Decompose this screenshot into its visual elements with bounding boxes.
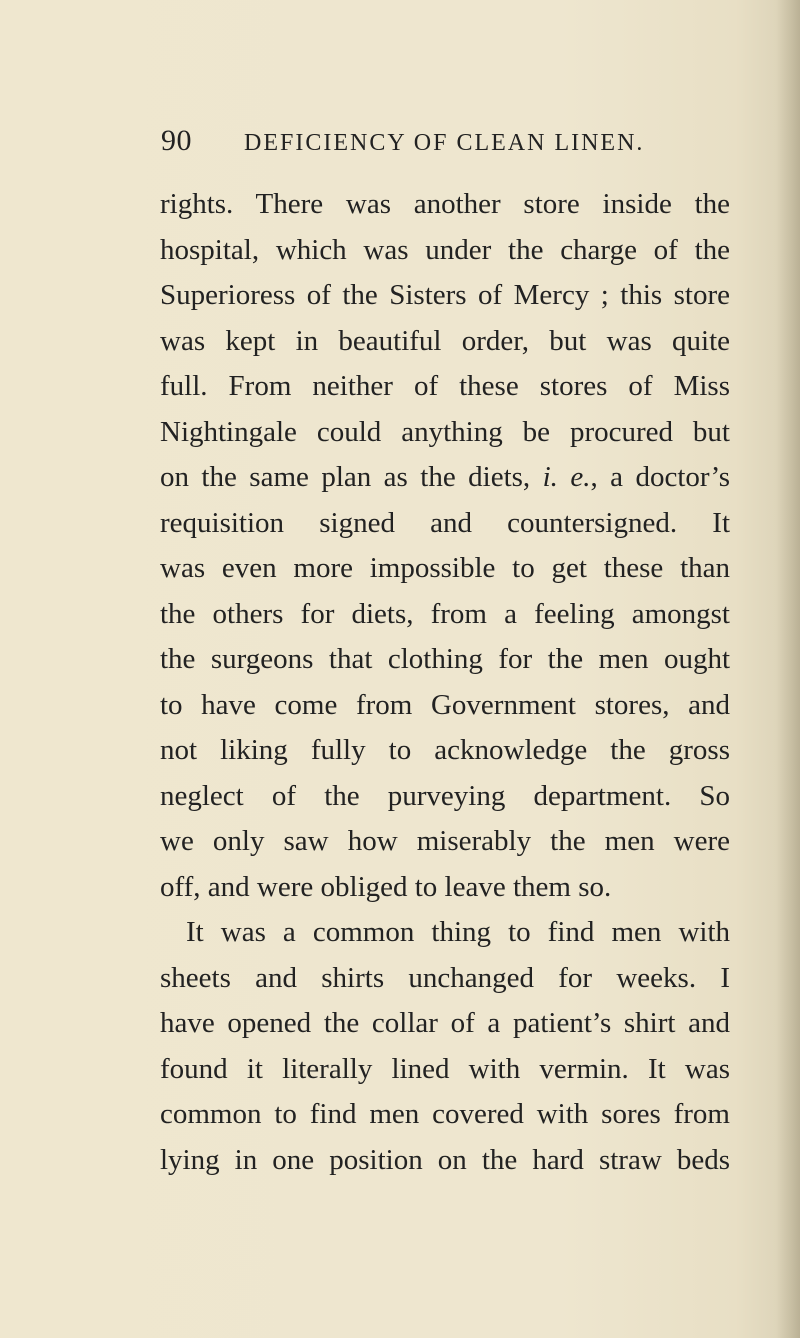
text-line-1: rights. There was another store inside the [160,188,730,220]
text-line-13: not liking fully to acknowledge the gross [160,734,730,766]
text-line-8: requisition signed and countersigned. It [160,506,730,539]
text-line-2: hospital, which was under the charge of the [160,233,730,266]
text-line-19: have opened the collar of a patient’s shirt and [160,1007,730,1039]
text-line-20: found it literally lined with vermin. It was [160,1052,730,1085]
text-line-7 [160,455,730,501]
text-line-15: we only saw how miserably the men were [160,825,730,857]
page-edge-shadow [776,0,800,1338]
text-line-7-before: on the same plan as the diets, [160,461,543,493]
text-line-4: was kept in beautiful order, but was quite [160,324,730,357]
text-line-9: was even more impossible to get these than [160,552,730,584]
text-line-18: sheets and shirts unchanged for weeks. I [160,961,730,994]
page-number: 90 [161,124,192,157]
text-line-7-after: , a doctor’s [590,461,730,493]
text-line-10: the others for diets, from a feeling amongst [160,597,730,630]
running-head: DEFICIENCY OF CLEAN LINEN. [244,130,645,156]
text-line-21: common to find men covered with sores from [160,1098,730,1130]
text-line-6: Nightingale could anything be procured but [160,415,730,448]
page-header [161,126,721,166]
text-line-5: full. From neither of these stores of Miss [160,370,730,402]
text-line-14: neglect of the purveying department. So [160,779,730,812]
page-body-text [160,182,730,1183]
text-line-7-italic: i. e. [542,461,591,493]
text-line-16: off, and were obliged to leave them so. [160,870,612,903]
text-line-17: It was a common thing to find men with [186,916,730,948]
text-line-22: lying in one position on the hard straw beds [160,1143,730,1176]
text-line-3: Superioress of the Sisters of Mercy ; this store [160,279,730,311]
text-line-11: the surgeons that clothing for the men ought [160,643,730,675]
text-line-12: to have come from Government stores, and [160,688,730,721]
